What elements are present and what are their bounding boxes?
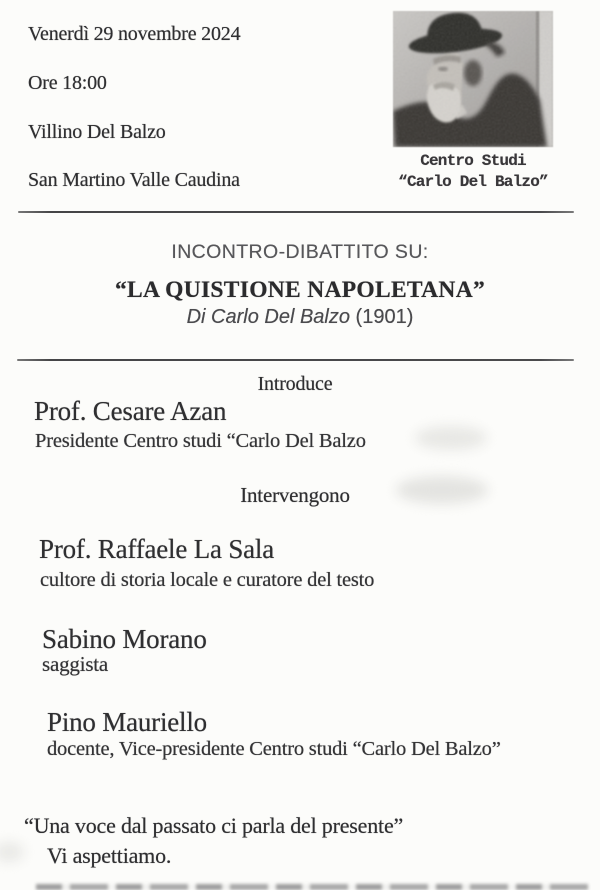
speaker-name-mauriello: Pino Mauriello bbox=[47, 707, 207, 737]
event-time: Ore 18:00 bbox=[28, 72, 107, 94]
scan-artifact bbox=[0, 842, 24, 862]
speaker-role-azan: Presidente Centro studi “Carlo Del Balzo bbox=[35, 430, 366, 452]
divider-middle bbox=[17, 359, 574, 361]
event-venue: Villino Del Balzo bbox=[28, 121, 166, 143]
event-kicker: INCONTRO-DIBATTITO SU: bbox=[171, 241, 429, 263]
speaker-role-mauriello: docente, Vice-presidente Centro studi “Carlo Del Balzo” bbox=[47, 738, 501, 760]
speaker-name-azan: Prof. Cesare Azan bbox=[34, 396, 227, 426]
logo-caption-line1: Centro Studi bbox=[420, 152, 526, 170]
scan-artifact-cutoff-text bbox=[36, 884, 588, 890]
speaker-name-morano: Sabino Morano bbox=[42, 624, 207, 654]
event-city: San Martino Valle Caudina bbox=[28, 169, 240, 191]
closing-quote: “Una voce dal passato ci parla del presente” bbox=[24, 813, 404, 838]
portrait-photo bbox=[393, 11, 553, 147]
logo-caption-line2: “Carlo Del Balzo” bbox=[398, 173, 548, 191]
scan-artifact bbox=[396, 476, 488, 504]
event-date: Venerdì 29 novembre 2024 bbox=[28, 23, 241, 45]
author-name: Di Carlo Del Balzo bbox=[186, 306, 350, 328]
event-author-line bbox=[0, 307, 600, 327]
divider-top bbox=[18, 211, 574, 213]
scan-artifact bbox=[415, 426, 487, 450]
section-label-intervengono: Intervengono bbox=[240, 483, 350, 507]
logo-caption bbox=[373, 151, 573, 193]
author-year: (1901) bbox=[350, 306, 414, 328]
portrait-photo-illustration bbox=[393, 11, 553, 147]
closing-signoff: Vi aspettiamo. bbox=[47, 843, 172, 868]
speaker-role-lasala: cultore di storia locale e curatore del testo bbox=[40, 569, 375, 591]
event-title: “LA QUISTIONE NAPOLETANA” bbox=[114, 277, 486, 303]
speaker-role-morano: saggista bbox=[42, 652, 109, 676]
speaker-name-lasala: Prof. Raffaele La Sala bbox=[39, 534, 275, 564]
section-label-introduce: Introduce bbox=[257, 373, 333, 395]
